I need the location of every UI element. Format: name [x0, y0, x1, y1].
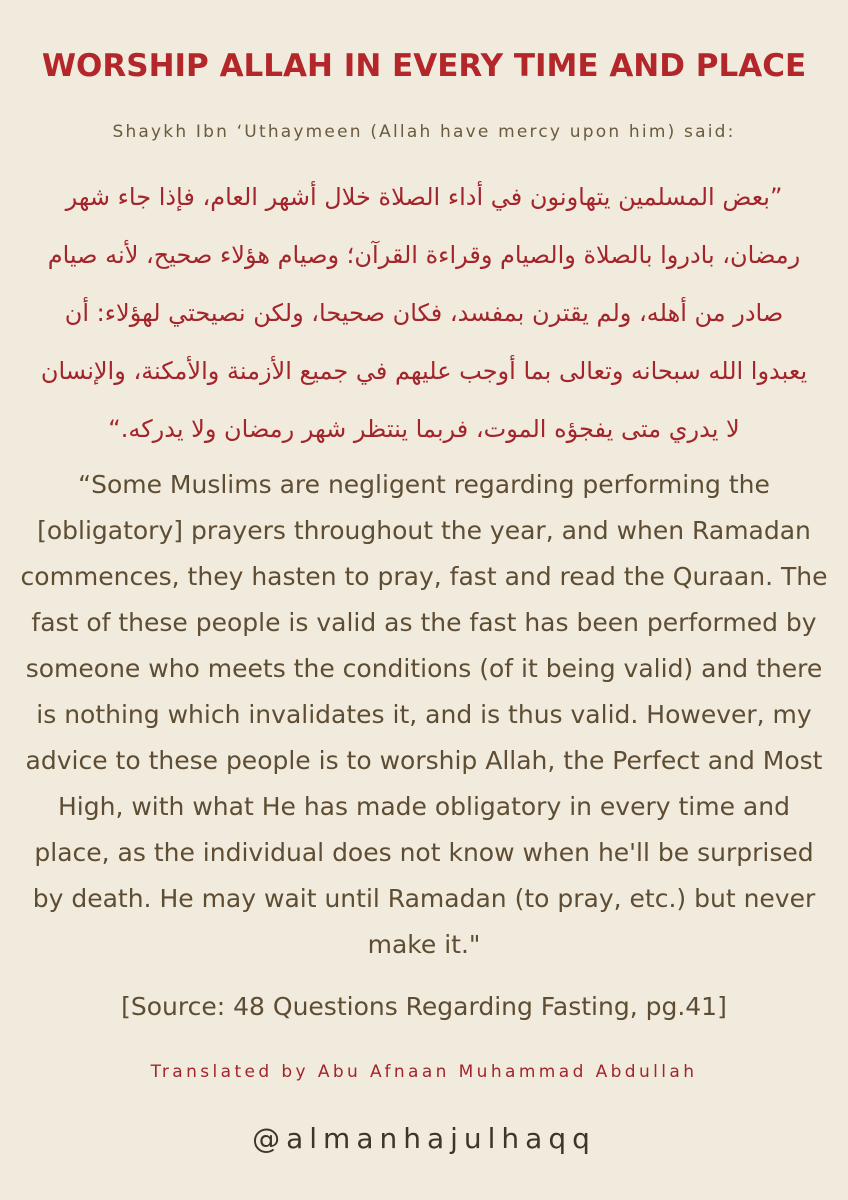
english-translation: “Some Muslims are negligent regarding performing the [obligatory] prayers throughout the year, and when Ramadan commences, they hasten to pray, fast and read the Quraan. The fast of these people is valid as the fast has been performed by someone who meets the conditions (of it being valid) and there is nothing which invalidates it, and is thus valid. However, my advice to these people is to worship Allah, the Perfect and Most High, with what He has made obligatory in every time and place, as the individual does not know when he'll be surprised by death. He may wait until Ramadan (to pray, etc.) but never make it." [20, 470, 828, 959]
attribution-line: Shaykh Ibn ‘Uthaymeen (Allah have mercy upon him) said: [112, 122, 736, 142]
translator-credit: Translated by Abu Afnaan Muhammad Abdullah [150, 1062, 698, 1082]
social-handle: @almanhajulhaqq [252, 1122, 596, 1155]
source-citation: [Source: 48 Questions Regarding Fasting, pg.41] [121, 992, 727, 1021]
arabic-quote: ”بعض المسلمين يتهاونون في أداء الصلاة خلال أشهر العام، فإذا جاء شهر رمضان، بادروا بالصلاة والصيام وقراءة القرآن؛ وصيام هؤلاء صحيح، لأنه صيام صادر من أهله، ولم يقترن بمفسد، فكان صحيحا، ولكن نصيحتي لهؤلاء: أن يعبدوا الله سبحانه وتعالى بما أوجب عليهم في جميع الأزمنة والأمكنة، والإنسان لا يدري متى يفجؤه الموت، فربما ينتظر شهر رمضان ولا يدركه.“ [40, 183, 808, 443]
page-title: WORSHIP ALLAH IN EVERY TIME AND PLACE [41, 48, 807, 84]
